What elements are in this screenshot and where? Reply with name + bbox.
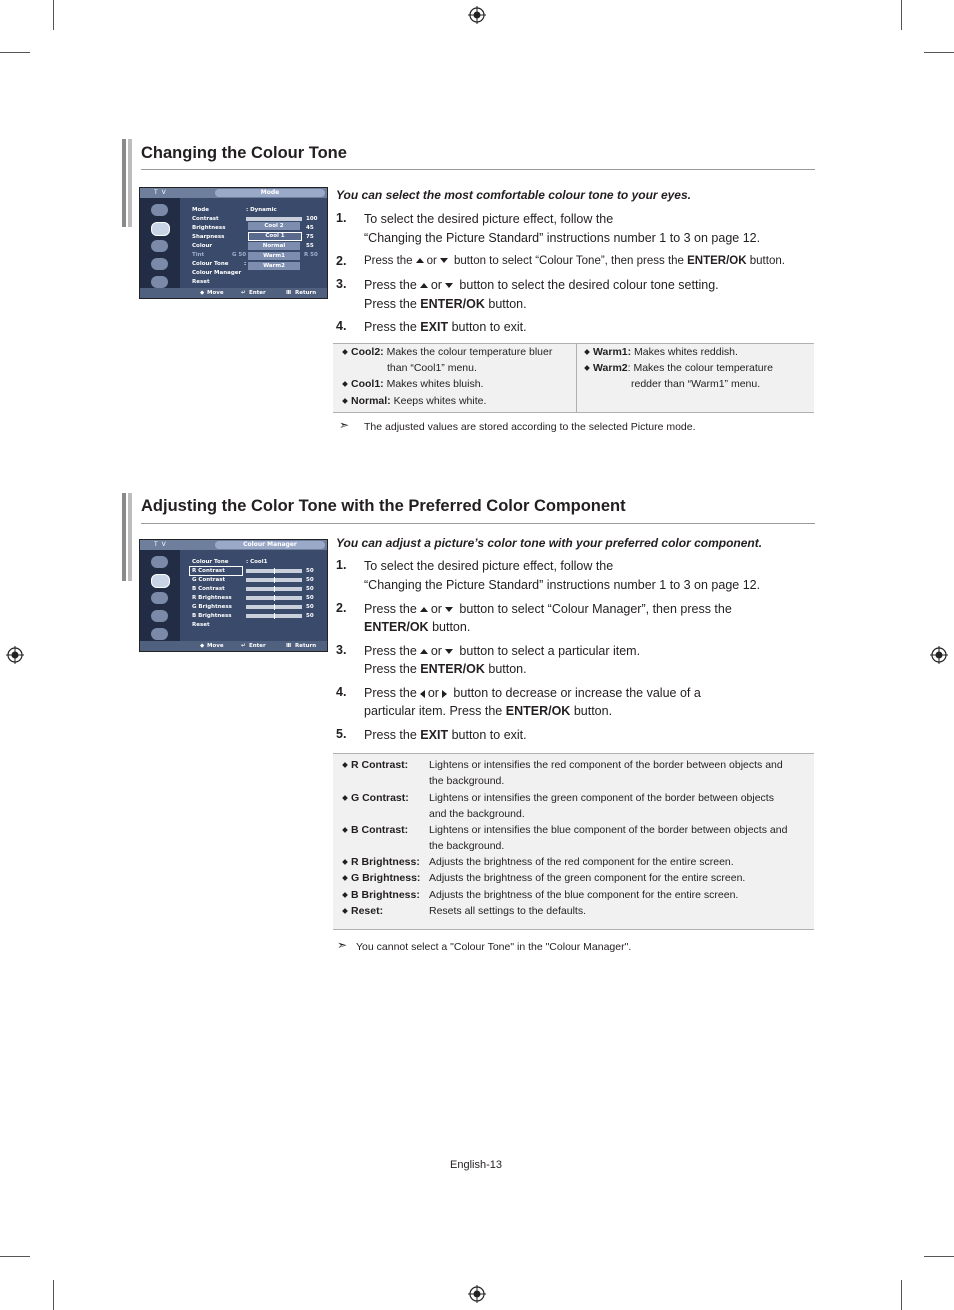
key-label: ENTER/OK [505, 704, 571, 718]
option-term-label: G Brightness: [351, 872, 421, 884]
option-desc: Adjusts the brightness of the green component for the entire screen. [429, 872, 746, 884]
up-arrow-icon [420, 283, 428, 288]
slider-knob[interactable] [274, 604, 275, 610]
tv-menu-value: 50 [306, 568, 314, 574]
tv-menu-colour-manager [139, 539, 328, 652]
step-number: 2. [336, 601, 347, 615]
note-icon: ➣ [339, 418, 350, 432]
option-item [387, 360, 477, 376]
option-desc: Resets all settings to the defaults. [429, 905, 587, 917]
tv-menu-row: B Contrast [192, 586, 225, 592]
step-text [364, 702, 612, 720]
slider-knob[interactable] [274, 595, 275, 601]
tv-menu-row: Colour [192, 243, 213, 249]
step-line: button. [432, 620, 471, 634]
return-icon: Ⅲ [286, 290, 292, 296]
tv-menu-row: Reset [192, 279, 210, 285]
option-term: Normal: [351, 395, 391, 407]
section-accent-bar [128, 139, 132, 227]
key-label: ENTER/OK [687, 255, 747, 267]
option-desc: the background. [429, 775, 505, 787]
registration-mark-icon [468, 1285, 486, 1303]
step-number: 5. [336, 727, 347, 741]
option-desc: Makes the colour temperature bluer [386, 346, 553, 358]
picture-selected-icon [151, 222, 170, 236]
option-term: Cool2: [351, 346, 384, 358]
picture-icon [151, 204, 168, 216]
registration-mark-icon [468, 6, 486, 24]
section-accent-bar [128, 493, 132, 581]
key-label: EXIT [420, 320, 449, 334]
step-text [364, 557, 613, 575]
option-item [341, 376, 483, 392]
picture-selected-icon [151, 574, 170, 588]
option-desc: : Makes the colour temperature [627, 362, 773, 374]
tv-menu-value: 55 [306, 243, 314, 249]
option-item [341, 393, 486, 409]
step-line: button to select “Colour Manager”, then press the [459, 602, 732, 616]
tv-menu-value: : Dynamic [246, 207, 277, 213]
crop-mark [0, 1256, 30, 1257]
step-number: 2. [336, 254, 347, 268]
tv-menu-row: G Brightness [192, 604, 232, 610]
crop-mark [924, 1256, 954, 1257]
enter-icon: ↵ [241, 290, 246, 296]
footer-move: Move [207, 643, 224, 649]
step-text [364, 618, 470, 636]
channel-icon [151, 258, 168, 270]
step-text [364, 318, 527, 336]
picture-icon [151, 556, 168, 568]
option-desc: Makes whites reddish. [634, 346, 738, 358]
up-arrow-icon [420, 649, 428, 654]
step-number: 1. [336, 211, 347, 225]
option-desc: and the background. [429, 808, 525, 820]
step-line: or [430, 602, 442, 616]
step-line: button to decrease or increase the value of a [453, 686, 701, 700]
crop-mark [924, 52, 954, 53]
step-line: “Changing the Picture Standard” instructions number 1 to 3 on page 12. [364, 231, 761, 245]
up-arrow-icon [420, 607, 428, 612]
tv-menu-row: Sharpness [192, 234, 225, 240]
section-intro: You can select the most comfortable colour tone to your eyes. [336, 188, 691, 202]
dropdown-option[interactable]: Warm2 [248, 262, 300, 270]
sound-icon [151, 240, 168, 252]
option-desc: Keeps whites white. [393, 395, 487, 407]
key-label: ENTER/OK [420, 662, 485, 676]
slider-knob[interactable] [274, 613, 275, 619]
setup-icon [151, 276, 168, 288]
tv-menu-value: 50 [306, 613, 314, 619]
step-number: 3. [336, 277, 347, 291]
tv-menu-row: Colour Manager [192, 270, 242, 276]
option-term-label: Reset: [351, 905, 384, 917]
dropdown-option[interactable]: Normal [248, 242, 300, 250]
left-arrow-icon [420, 690, 425, 698]
tv-menu-row: Colour Tone [192, 261, 229, 267]
option-item [631, 376, 760, 392]
tv-menu-header: Colour Manager [215, 541, 325, 549]
step-text [364, 600, 732, 618]
tv-menu-row: Tint [192, 252, 205, 258]
step-line: Press the [364, 686, 417, 700]
option-term [341, 903, 383, 919]
tv-menu-row: Reset [192, 622, 210, 628]
option-term [341, 790, 409, 806]
option-term: Cool1: [351, 378, 384, 390]
down-arrow-icon [445, 607, 453, 612]
option-term [341, 822, 408, 838]
section-title: Changing the Colour Tone [141, 144, 347, 162]
move-icon: ◆ [200, 643, 205, 649]
step-line: button to exit. [451, 320, 527, 334]
box-divider [576, 344, 577, 412]
option-item [341, 344, 552, 360]
tv-menu-colour-tone [139, 187, 328, 299]
section-title: Adjusting the Color Tone with the Preferred Color Component [141, 497, 626, 515]
slider-knob[interactable] [274, 577, 275, 583]
footer-return: Return [295, 290, 317, 296]
tv-label: T V [154, 541, 167, 548]
section-intro: You can adjust a picture’s color tone with your preferred color component. [336, 536, 763, 550]
tv-menu-value: : Cool1 [246, 559, 268, 565]
option-item [583, 360, 773, 376]
option-term-label: B Contrast: [351, 824, 409, 836]
option-term-label: R Brightness: [351, 856, 420, 868]
option-item [583, 344, 738, 360]
option-desc: than “Cool1” menu. [387, 362, 477, 374]
section-accent-bar [122, 493, 126, 581]
step-line: or [430, 644, 442, 658]
step-number: 3. [336, 643, 347, 657]
step-line: Press the [364, 662, 417, 676]
key-label: ENTER/OK [420, 297, 485, 311]
step-line: button. [573, 704, 613, 718]
step-text [364, 295, 527, 313]
tv-menu-value: 45 [306, 225, 314, 231]
sound-icon [151, 592, 168, 604]
step-text [364, 576, 760, 594]
step-line: Press the [364, 255, 413, 267]
tv-menu-row: Brightness [192, 225, 226, 231]
crop-mark [53, 1280, 54, 1310]
note-text: The adjusted values are stored according to the selected Picture mode. [364, 421, 696, 433]
step-line: or [426, 255, 437, 267]
tv-menu-value: 50 [306, 604, 314, 610]
footer-move: Move [207, 290, 224, 296]
option-desc: Adjusts the brightness of the red component for the entire screen. [429, 856, 734, 868]
tv-menu-value: 50 [306, 586, 314, 592]
footer-return: Return [295, 643, 317, 649]
step-number: 1. [336, 558, 347, 572]
option-desc: redder than “Warm1” menu. [631, 378, 761, 390]
tv-menu-row: R Contrast [192, 568, 225, 574]
section-rule [141, 523, 815, 524]
step-line: Press the [364, 297, 417, 311]
right-arrow-icon [442, 690, 447, 698]
step-line: To select the desired picture effect, follow the [364, 559, 614, 573]
crop-mark [901, 0, 902, 30]
step-line: particular item. Press the [364, 704, 503, 718]
colour-tone-options-box [333, 343, 814, 413]
option-desc: Lightens or intensifies the red component of the border between objects and [429, 759, 783, 771]
note-icon: ➣ [337, 938, 348, 952]
option-term: Warm1: [593, 346, 632, 358]
tv-menu-value: 100 [306, 216, 318, 222]
up-arrow-icon [416, 258, 424, 263]
option-term [341, 870, 420, 886]
tv-label: T V [154, 189, 167, 196]
return-icon: Ⅲ [286, 643, 292, 649]
tv-menu-value: G 50 [232, 252, 247, 258]
down-arrow-icon [445, 649, 453, 654]
step-line: Press the [364, 278, 417, 292]
move-icon: ◆ [200, 290, 205, 296]
option-desc: Lightens or intensifies the green component of the border between objects [429, 792, 774, 804]
option-term [341, 757, 408, 773]
step-text [364, 726, 527, 744]
footer-enter: Enter [249, 643, 266, 649]
tv-menu-row: Contrast [192, 216, 219, 222]
option-term [341, 854, 420, 870]
tv-menu-row: G Contrast [192, 577, 226, 583]
tv-menu-row: Colour Tone [192, 559, 229, 565]
step-line: button to select “Colour Tone”, then press the [454, 255, 684, 267]
tv-menu-value: 75 [306, 234, 314, 240]
slider-knob[interactable] [274, 568, 275, 574]
section-accent-bar [122, 139, 126, 227]
section-rule [141, 169, 815, 170]
tv-menu-row: R Brightness [192, 595, 232, 601]
enter-icon: ↵ [241, 643, 246, 649]
step-line: Press the [364, 644, 417, 658]
option-desc: Adjusts the brightness of the blue component for the entire screen. [429, 889, 739, 901]
tv-menu-value: R 50 [304, 252, 318, 258]
channel-icon [151, 610, 168, 622]
step-line: button to select the desired colour tone setting. [459, 278, 719, 292]
dropdown-option[interactable]: Warm1 [248, 252, 300, 260]
slider-bar [246, 217, 302, 221]
step-line: or [430, 278, 442, 292]
tv-menu-value: : [244, 261, 247, 267]
tv-menu-header: Mode [215, 189, 325, 197]
key-label: ENTER/OK [364, 620, 429, 634]
option-desc: Makes whites bluish. [386, 378, 484, 390]
option-term-label: B Brightness: [351, 889, 420, 901]
step-number: 4. [336, 685, 347, 699]
step-line: “Changing the Picture Standard” instructions number 1 to 3 on page 12. [364, 578, 761, 592]
tv-menu-row: B Brightness [192, 613, 232, 619]
step-text [364, 660, 527, 678]
footer-enter: Enter [249, 290, 266, 296]
key-label: EXIT [420, 728, 449, 742]
step-number: 4. [336, 319, 347, 333]
slider-knob[interactable] [274, 586, 275, 592]
step-line: button to select a particular item. [459, 644, 641, 658]
step-text [364, 210, 613, 228]
step-line: Press the [364, 728, 417, 742]
tv-menu-value: 50 [306, 595, 314, 601]
option-term: Warm2 [593, 362, 628, 374]
tv-menu-row: Mode [192, 207, 209, 213]
option-desc: the background. [429, 840, 505, 852]
step-text [364, 684, 701, 702]
step-text [364, 642, 640, 660]
registration-mark-icon [930, 646, 948, 664]
note-text: You cannot select a "Colour Tone" in the "Colour Manager". [356, 941, 632, 953]
down-arrow-icon [440, 258, 448, 263]
step-line: button. [749, 255, 785, 267]
option-term-label: G Contrast: [351, 792, 409, 804]
step-line: button. [488, 297, 527, 311]
step-text [364, 252, 785, 270]
registration-mark-icon [6, 646, 24, 664]
crop-mark [0, 52, 30, 53]
option-desc: Lightens or intensifies the blue component of the border between objects and [429, 824, 788, 836]
step-line: Press the [364, 602, 417, 616]
option-term-label: R Contrast: [351, 759, 409, 771]
crop-mark [901, 1280, 902, 1310]
down-arrow-icon [445, 283, 453, 288]
dropdown-option-selected[interactable]: Cool 1 [248, 232, 302, 241]
step-text [364, 229, 760, 247]
colour-manager-options-box [333, 753, 814, 930]
page-number: English-13 [450, 1159, 502, 1171]
option-term [341, 887, 420, 903]
step-line: Press the [364, 320, 417, 334]
step-line: To select the desired picture effect, follow the [364, 212, 614, 226]
step-line: button to exit. [451, 728, 527, 742]
setup-icon [151, 628, 168, 640]
crop-mark [53, 0, 54, 30]
step-line: button. [488, 662, 527, 676]
dropdown-option[interactable]: Cool 2 [248, 222, 300, 230]
step-line: or [427, 686, 439, 700]
tv-menu-value: 50 [306, 577, 314, 583]
step-text [364, 276, 719, 294]
